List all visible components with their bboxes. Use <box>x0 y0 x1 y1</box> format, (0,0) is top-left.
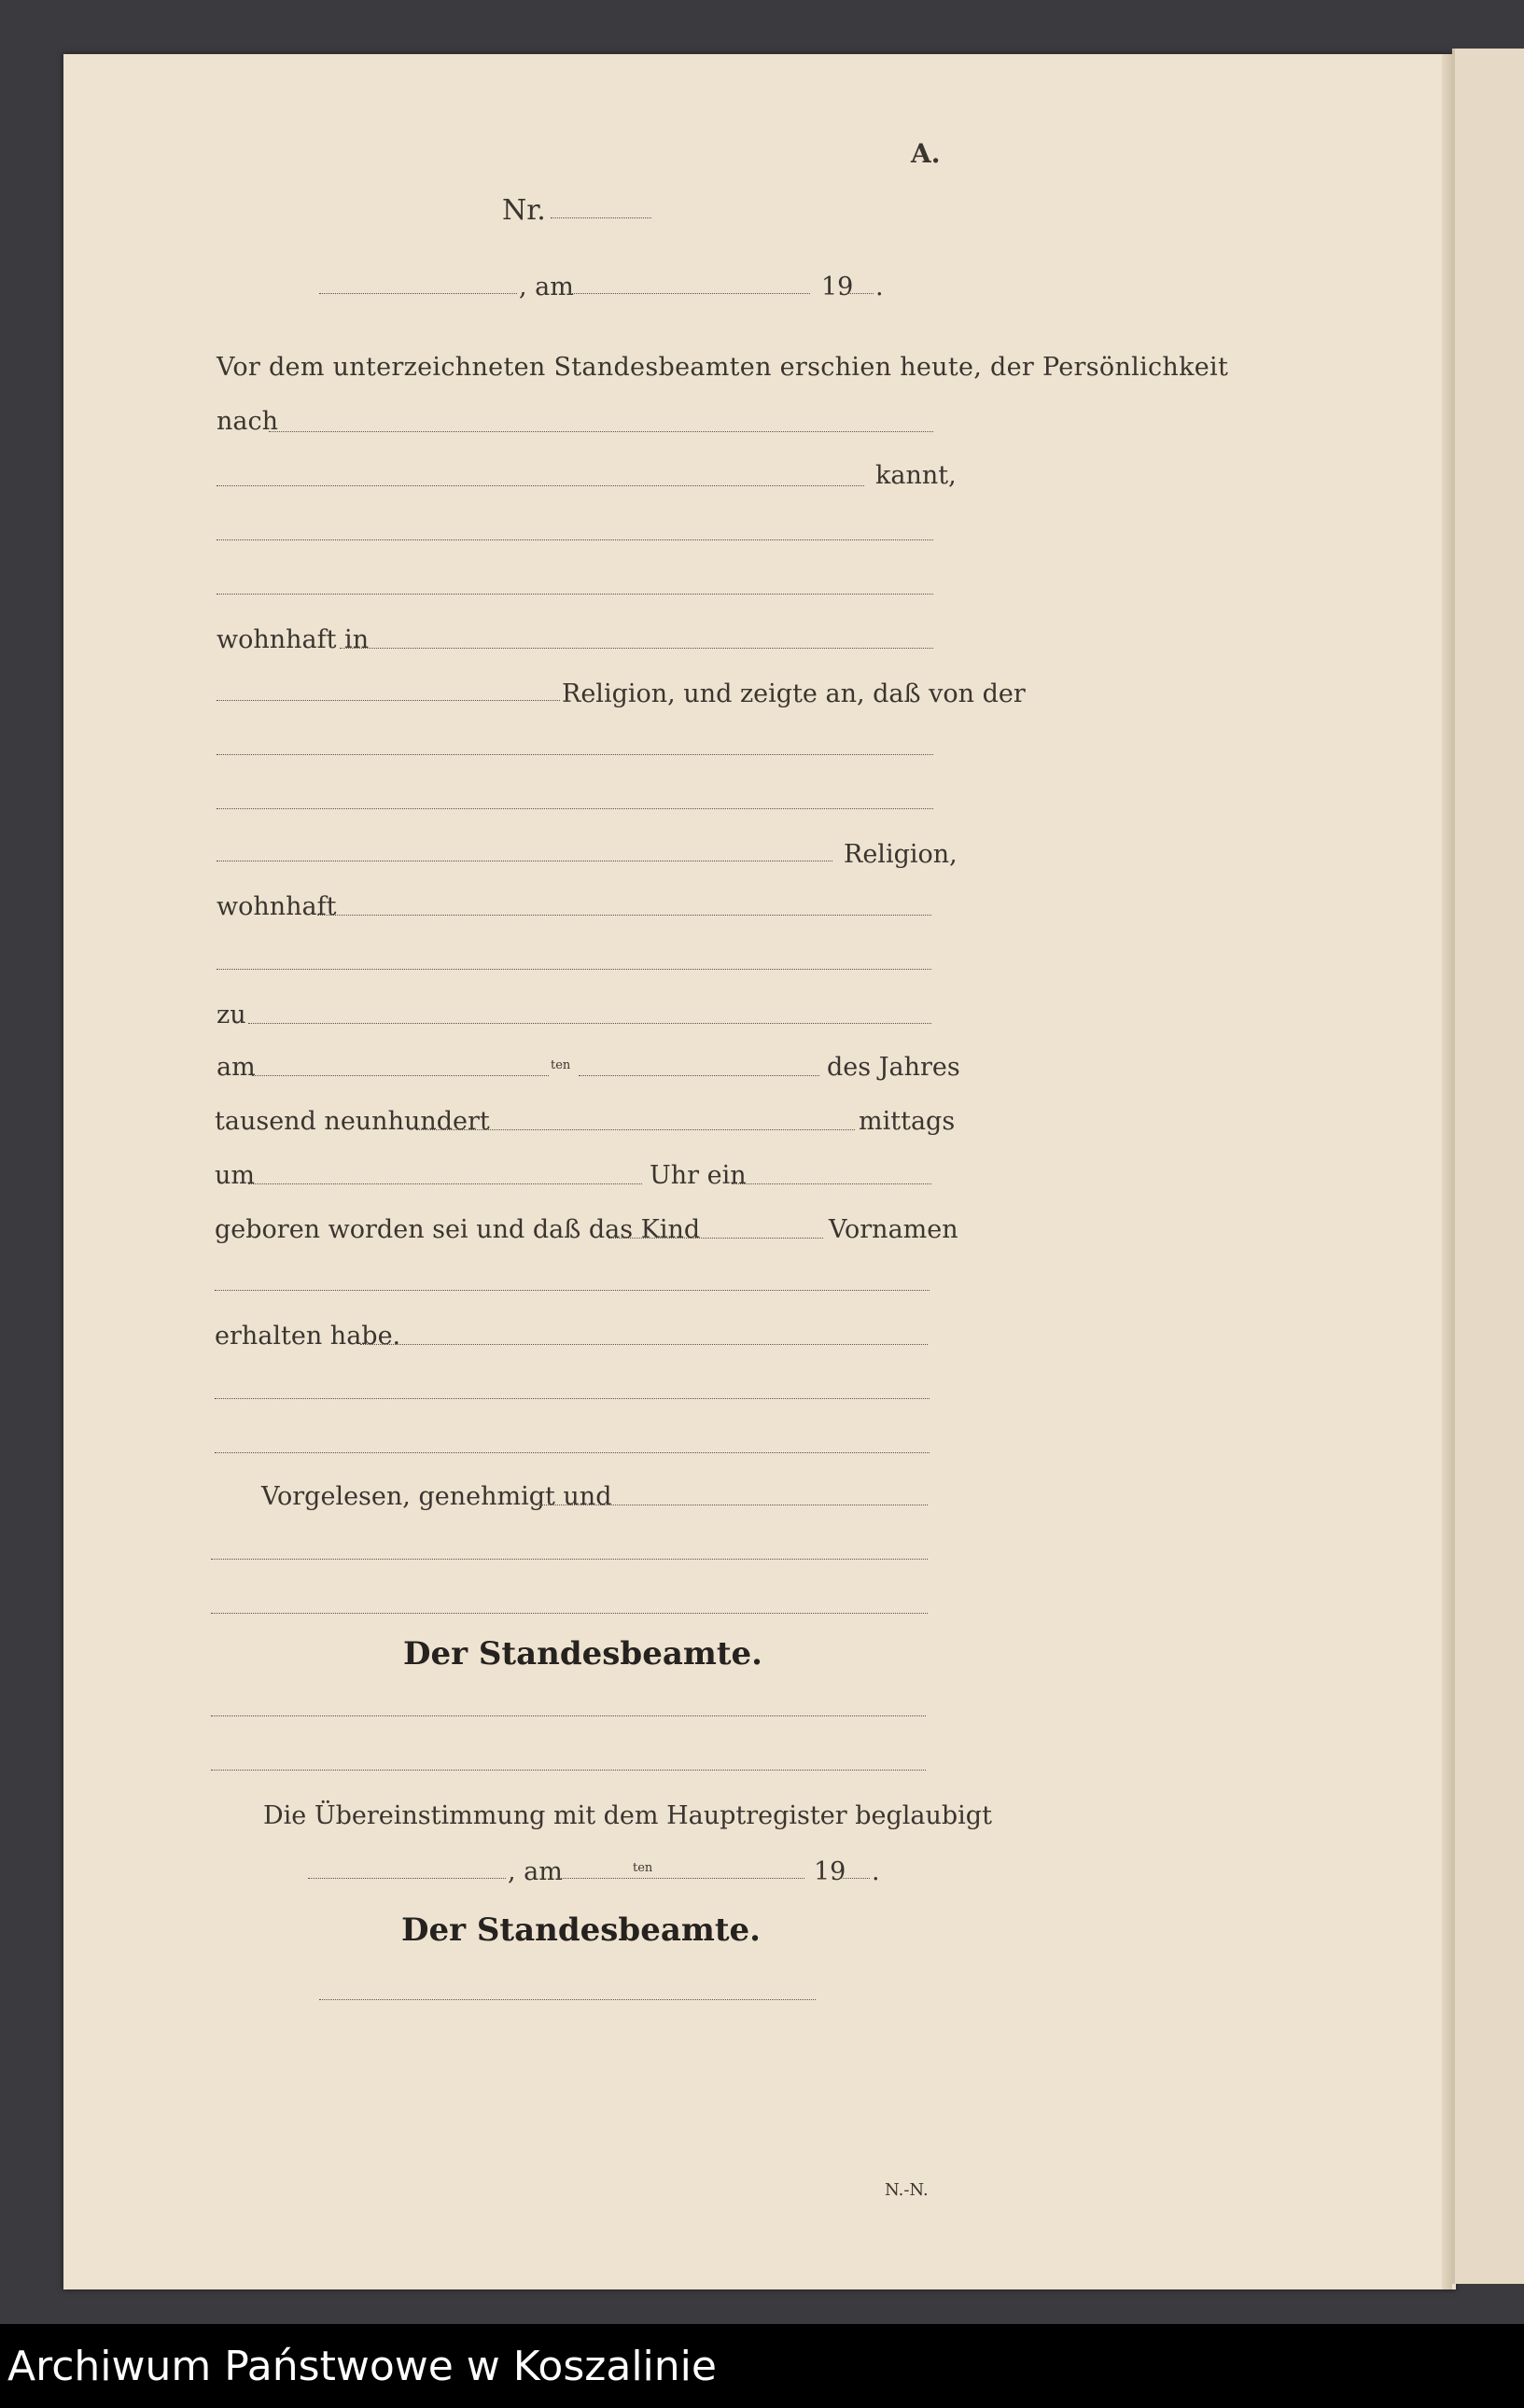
erhalten-field[interactable] <box>360 1344 928 1345</box>
final-signature-line[interactable] <box>319 1999 816 2000</box>
blank-line-7[interactable] <box>215 1452 930 1453</box>
date-field-2[interactable] <box>558 1878 804 1879</box>
place-field-2[interactable] <box>308 1878 506 1879</box>
signature-line-1[interactable] <box>211 1559 928 1560</box>
wohnhaft-field[interactable] <box>317 915 931 916</box>
am-label-2: , am <box>508 1857 563 1886</box>
kannt-label: kannt, <box>875 461 957 490</box>
form-code: N.-N. <box>885 2180 929 2200</box>
wohnhaft-in-field[interactable] <box>340 648 933 649</box>
blank-line-4[interactable] <box>217 808 933 809</box>
religion-field-1[interactable] <box>217 700 560 701</box>
beamte-signature-line-2[interactable] <box>211 1770 926 1771</box>
page-fold <box>1442 54 1452 2289</box>
blank-line-1[interactable] <box>217 539 933 540</box>
month-field[interactable] <box>579 1075 819 1076</box>
year-words-field[interactable] <box>416 1129 855 1130</box>
am-label: , am <box>519 273 574 301</box>
mittags-label: mittags <box>859 1107 956 1136</box>
standesbeamte-title-1: Der Standesbeamte. <box>403 1635 763 1673</box>
next-page-edge <box>1452 49 1524 2284</box>
erhalten-label: erhalten habe. <box>215 1322 401 1351</box>
geboren-label: geboren worden sei und daß das Kind <box>215 1215 701 1244</box>
zu-label: zu <box>217 1001 246 1029</box>
nr-field[interactable] <box>551 217 651 218</box>
date-field[interactable] <box>569 293 810 294</box>
religion-zeigte-label: Religion, und zeigte an, daß von der <box>562 679 1026 708</box>
nach-field[interactable] <box>269 431 933 432</box>
tausend-label: tausend neunhundert <box>215 1107 490 1136</box>
year-dot-2: . <box>872 1857 880 1886</box>
year-field-2[interactable] <box>840 1878 870 1879</box>
vorgelesen-label: Vorgelesen, genehmigt und <box>261 1482 612 1511</box>
ten-superscript: ten <box>551 1058 571 1072</box>
blank-line-2[interactable] <box>217 594 933 595</box>
wohnhaft-label: wohnhaft <box>217 892 337 921</box>
archive-name: Archiwum Państwowe w Koszalinie <box>7 2343 717 2390</box>
kind-field[interactable] <box>608 1238 823 1239</box>
am-day-label: am <box>217 1053 256 1082</box>
uhr-ein-label: Uhr ein <box>650 1161 747 1190</box>
day-field[interactable] <box>252 1075 549 1076</box>
form-page <box>63 54 1456 2289</box>
year-dot: . <box>875 273 884 301</box>
des-jahres-label: des Jahres <box>827 1053 960 1082</box>
vornamen-field[interactable] <box>215 1290 930 1291</box>
place-field[interactable] <box>319 293 517 294</box>
zu-field[interactable] <box>248 1023 931 1024</box>
year-field[interactable] <box>847 293 874 294</box>
intro-line: Vor dem unterzeichneten Standesbeamten erschien heute, der Persönlichkeit <box>217 353 1229 382</box>
signature-line-2[interactable] <box>211 1613 928 1614</box>
corner-letter: A. <box>911 138 941 169</box>
ten-superscript-2: ten <box>633 1861 653 1875</box>
uebereinstimmung-label: Die Übereinstimmung mit dem Hauptregister beglaubigt <box>263 1801 992 1830</box>
blank-line-5[interactable] <box>217 969 931 970</box>
nr-label: Nr. <box>502 194 546 227</box>
wohnhaft-in-label: wohnhaft in <box>217 625 370 654</box>
beamte-signature-line-1[interactable] <box>211 1715 926 1716</box>
religion-label: Religion, <box>844 840 958 869</box>
year-prefix-2: 19 <box>814 1857 846 1886</box>
blank-line-6[interactable] <box>215 1398 930 1399</box>
standesbeamte-title-2: Der Standesbeamte. <box>401 1911 762 1949</box>
blank-line-3[interactable] <box>217 754 933 755</box>
kannt-field[interactable] <box>217 485 864 486</box>
year-prefix: 19 <box>821 273 854 301</box>
nach-label: nach <box>217 407 278 436</box>
gender-field[interactable] <box>732 1183 931 1184</box>
um-label: um <box>215 1161 255 1190</box>
vornamen-label: Vornamen <box>829 1215 958 1244</box>
hour-field[interactable] <box>248 1183 642 1184</box>
